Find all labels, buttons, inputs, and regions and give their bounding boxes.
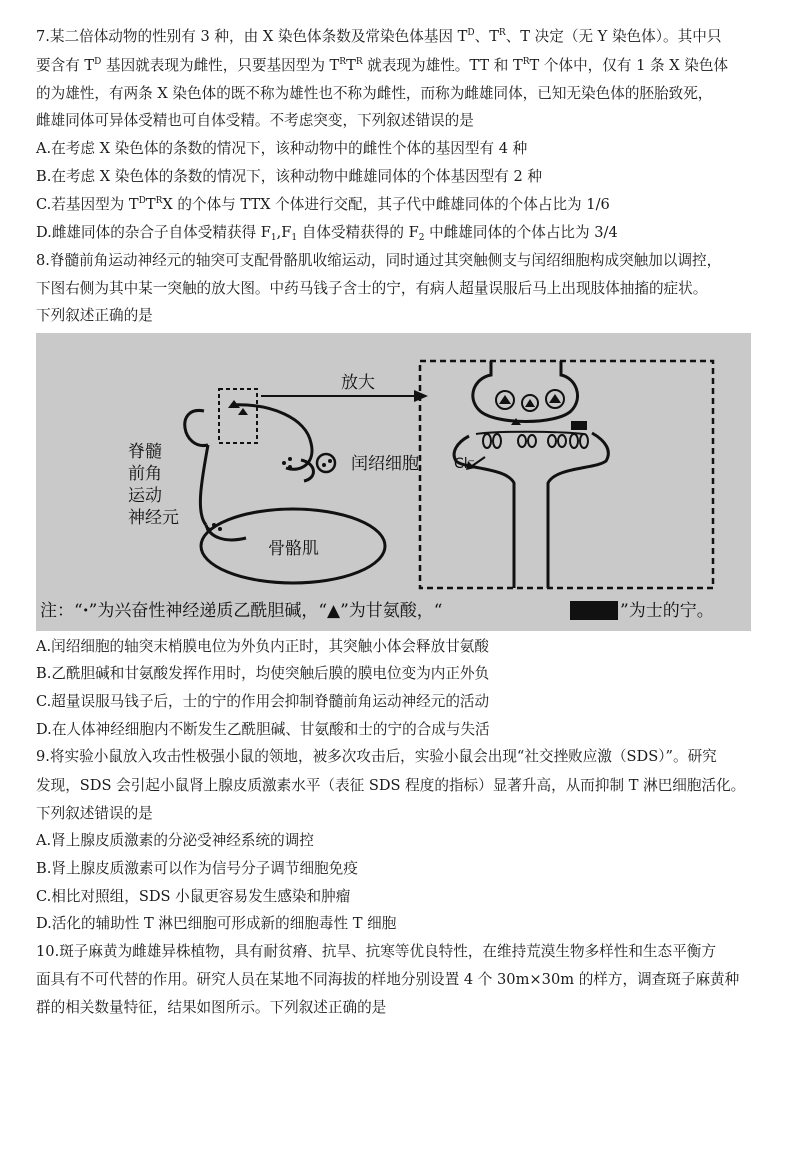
ach-dot: [288, 457, 292, 461]
note-part-1: 注：“·”为兴奋性神经递质乙酰胆碱，“▲”为甘氨酸，“: [40, 601, 443, 621]
label-neuron-4: 神经元: [128, 508, 179, 528]
q7-stem-line-4: 雌雄同体可异体受精也可自体受精。不考虑突变，下列叙述错误的是: [36, 112, 474, 129]
q7-option-d: D.雌雄同体的杂合子自体受精获得 $F_1,F_1$ 自体受精获得的 $F_2$ 中雌雄同体的个体占比为 3/4: [36, 224, 618, 243]
synapse-figure: [36, 333, 751, 631]
note-part-2: ”为士的宁。: [620, 601, 714, 621]
ach-dot: [288, 465, 292, 469]
label-neuron-1: 脊髓: [128, 442, 162, 462]
q8-stem-line-1: 8.脊髓前角运动神经元的轴突可支配骨骼肌收缩运动，同时通过其突触侧支与闰绍细胞构成突触加以调控，: [36, 252, 722, 269]
label-skeletal-muscle: 骨骼肌: [268, 539, 319, 559]
q7-option-c: C.若基因型为 $T^DT^RX$ 的个体与 TTX 个体进行交配，其子代中雌雄同体的个体占比为 1/6: [36, 196, 610, 213]
q8-stem-line-2: 下图右侧为其中某一突触的放大图。中药马钱子含士的宁，有病人超量误服后马上出现肢体抽搐的症状。: [36, 280, 708, 297]
q9-option-c: C.相比对照组，SDS 小鼠更容易发生感染和肿瘤: [36, 888, 351, 905]
q7-stem-line-3: 的为雄性，有两条 X 染色体的既不称为雄性也不称为雌性，而称为雌雄同体，已知无染色体的胚胎致死，: [36, 85, 713, 102]
ach-dot: [282, 461, 286, 465]
q10-stem-line-2: 面具有不可代替的作用。研究人员在某地不同海拔的样地分别设置 4 个 30m×30m 的样方，调查斑子麻黄种: [36, 971, 740, 988]
q8-option-c: C.超量误服马钱子后，士的宁的作用会抑制脊髓前角运动神经元的活动: [36, 693, 490, 710]
label-chloride: Cl⁻: [454, 456, 476, 472]
renshaw-vesicle: [322, 463, 326, 467]
ach-dot: [206, 527, 210, 531]
note-strychnine-swatch: [570, 601, 618, 620]
q9-option-a: A.肾上腺皮质激素的分泌受神经系统的调控: [36, 832, 314, 849]
q10-stem-line-3: 群的相关数量特征，结果如图所示。下列叙述正确的是: [36, 999, 387, 1016]
q9-option-d: D.活化的辅助性 T 淋巴细胞可形成新的细胞毒性 T 细胞: [36, 915, 397, 932]
q10-stem-line-1: 10.斑子麻黄为雌雄异株植物，具有耐贫瘠、抗旱、抗寒等优良特性，在维持荒漠生物多样性和生态平衡方: [36, 943, 716, 960]
q7-stem-line-1: 7.某二倍体动物的性别有 3 种，由 X 染色体条数及常染色体基因 $T^D$、$T^R$、T 决定（无 Y 染色体）。其中只: [36, 28, 722, 45]
q9-option-b: B.肾上腺皮质激素可以作为信号分子调节细胞免疫: [36, 860, 358, 877]
ach-dot: [212, 523, 216, 527]
strychnine-block: [571, 421, 587, 430]
ach-dot: [218, 527, 222, 531]
label-neuron-2: 前角: [128, 464, 162, 484]
label-enlarge: 放大: [341, 373, 375, 393]
q8-option-b: B.乙酰胆碱和甘氨酸发挥作用时，均使突触后膜的膜电位变为内正外负: [36, 665, 490, 682]
q8-option-a: A.闰绍细胞的轴突末梢膜电位为外负内正时，其突触小体会释放甘氨酸: [36, 638, 489, 655]
q7-stem-line-2: 要含有 $T^D$ 基因就表现为雌性，只要基因型为 $T^RT^R$ 就表现为雄性。TT 和 $T^RT$ 个体中，仅有 1 条 X 染色体: [36, 57, 729, 74]
q9-stem-line-2: 发现，SDS 会引起小鼠肾上腺皮质激素水平（表征 SDS 程度的指标）显著升高，从而抑制 T 淋巴细胞活化。: [36, 777, 746, 794]
q9-stem-line-1: 9.将实验小鼠放入攻击性极强小鼠的领地，被多次攻击后，实验小鼠会出现“社交挫败应激（SDS）”。研究: [36, 748, 717, 765]
renshaw-vesicle: [328, 459, 332, 463]
q7-option-a: A.在考虑 X 染色体的条数的情况下，该种动物中的雌性个体的基因型有 4 种: [36, 140, 528, 157]
q8-option-d: D.在人体神经细胞内不断发生乙酰胆碱、甘氨酸和士的宁的合成与失活: [36, 721, 490, 738]
figure-note: [40, 601, 714, 621]
q8-stem-line-3: 下列叙述正确的是: [36, 307, 153, 324]
label-neuron-3: 运动: [128, 486, 162, 506]
label-renshaw-cell: 闰绍细胞: [351, 454, 419, 474]
q7-option-b: B.在考虑 X 染色体的条数的情况下，该种动物中雌雄同体的个体基因型有 2 种: [36, 168, 543, 185]
q9-stem-line-3: 下列叙述错误的是: [36, 805, 153, 822]
